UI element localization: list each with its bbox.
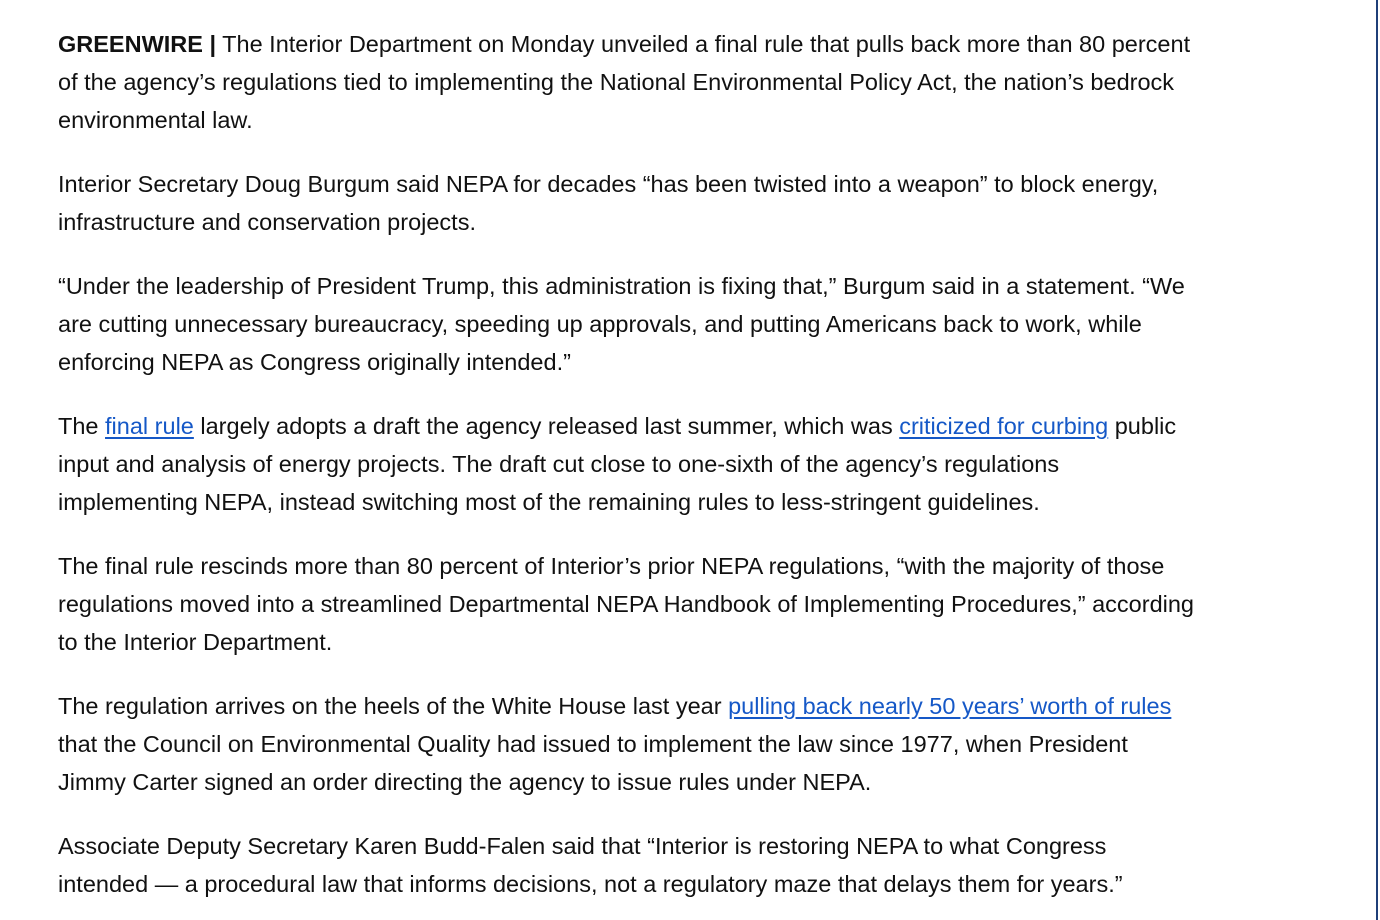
paragraph-4-line-3: implementing NEPA, instead switching most of the remaining rules to less-stringent guidelines. <box>58 489 1040 515</box>
paragraph-1 <box>58 25 1342 139</box>
paragraph-2-line-1: Interior Secretary Doug Burgum said NEPA for decades “has been twisted into a weapon” to block energy, <box>58 171 1159 197</box>
paragraph-2 <box>58 165 1342 241</box>
paragraph-7 <box>58 827 1342 903</box>
paragraph-1-line-1 <box>58 25 1342 63</box>
dateline: GREENWIRE | <box>58 31 217 57</box>
paragraph-3 <box>58 267 1342 381</box>
paragraph-6 <box>58 687 1342 801</box>
paragraph-3-line-2: are cutting unnecessary bureaucracy, speeding up approvals, and putting Americans back to work, while <box>58 311 1142 337</box>
paragraph-5 <box>58 547 1342 661</box>
right-border-rule <box>1376 0 1378 920</box>
paragraph-7-line-2: intended — a procedural law that informs decisions, not a regulatory maze that delays them for years.” <box>58 871 1123 897</box>
paragraph-7-line-1: Associate Deputy Secretary Karen Budd-Falen said that “Interior is restoring NEPA to what Congress <box>58 833 1107 859</box>
paragraph-6-line-2: that the Council on Environmental Quality had issued to implement the law since 1977, when President <box>58 731 1128 757</box>
paragraph-5-line-3: to the Interior Department. <box>58 629 333 655</box>
paragraph-1-text-1: The Interior Department on Monday unveiled a final rule that pulls back more than 80 percent <box>222 31 1191 57</box>
paragraph-3-line-1: “Under the leadership of President Trump, this administration is fixing that,” Burgum said in a statement. “We <box>58 273 1185 299</box>
article-body <box>58 25 1342 920</box>
paragraph-4-text-c: public <box>1114 413 1177 439</box>
criticized-for-curbing-link[interactable]: criticized for curbing <box>899 413 1109 439</box>
paragraph-5-line-1: The final rule rescinds more than 80 percent of Interior’s prior NEPA regulations, “with the majority of those <box>58 553 1165 579</box>
paragraph-4-text-a: The <box>58 413 99 439</box>
paragraph-1-line-2: of the agency’s regulations tied to implementing the National Environmental Policy Act, the nation’s bedrock <box>58 69 1175 95</box>
paragraph-4-line-2: input and analysis of energy projects. The draft cut close to one-sixth of the agency’s regulations <box>58 451 1060 477</box>
paragraph-4-text-b: largely adopts a draft the agency released last summer, which was <box>200 413 893 439</box>
paragraph-6-text-a: The regulation arrives on the heels of the White House last year <box>58 693 722 719</box>
final-rule-link[interactable]: final rule <box>105 413 194 439</box>
paragraph-6-line-3: Jimmy Carter signed an order directing the agency to issue rules under NEPA. <box>58 769 872 795</box>
paragraph-2-line-2: infrastructure and conservation projects. <box>58 209 476 235</box>
paragraph-6-line-1 <box>58 687 1342 725</box>
paragraph-5-line-2: regulations moved into a streamlined Departmental NEPA Handbook of Implementing Procedures,” according <box>58 591 1194 617</box>
pulling-back-rules-link[interactable]: pulling back nearly 50 years’ worth of rules <box>728 693 1172 719</box>
paragraph-3-line-3: enforcing NEPA as Congress originally intended.” <box>58 349 571 375</box>
paragraph-4 <box>58 407 1342 521</box>
paragraph-1-line-3: environmental law. <box>58 107 253 133</box>
paragraph-4-line-1 <box>58 407 1342 445</box>
